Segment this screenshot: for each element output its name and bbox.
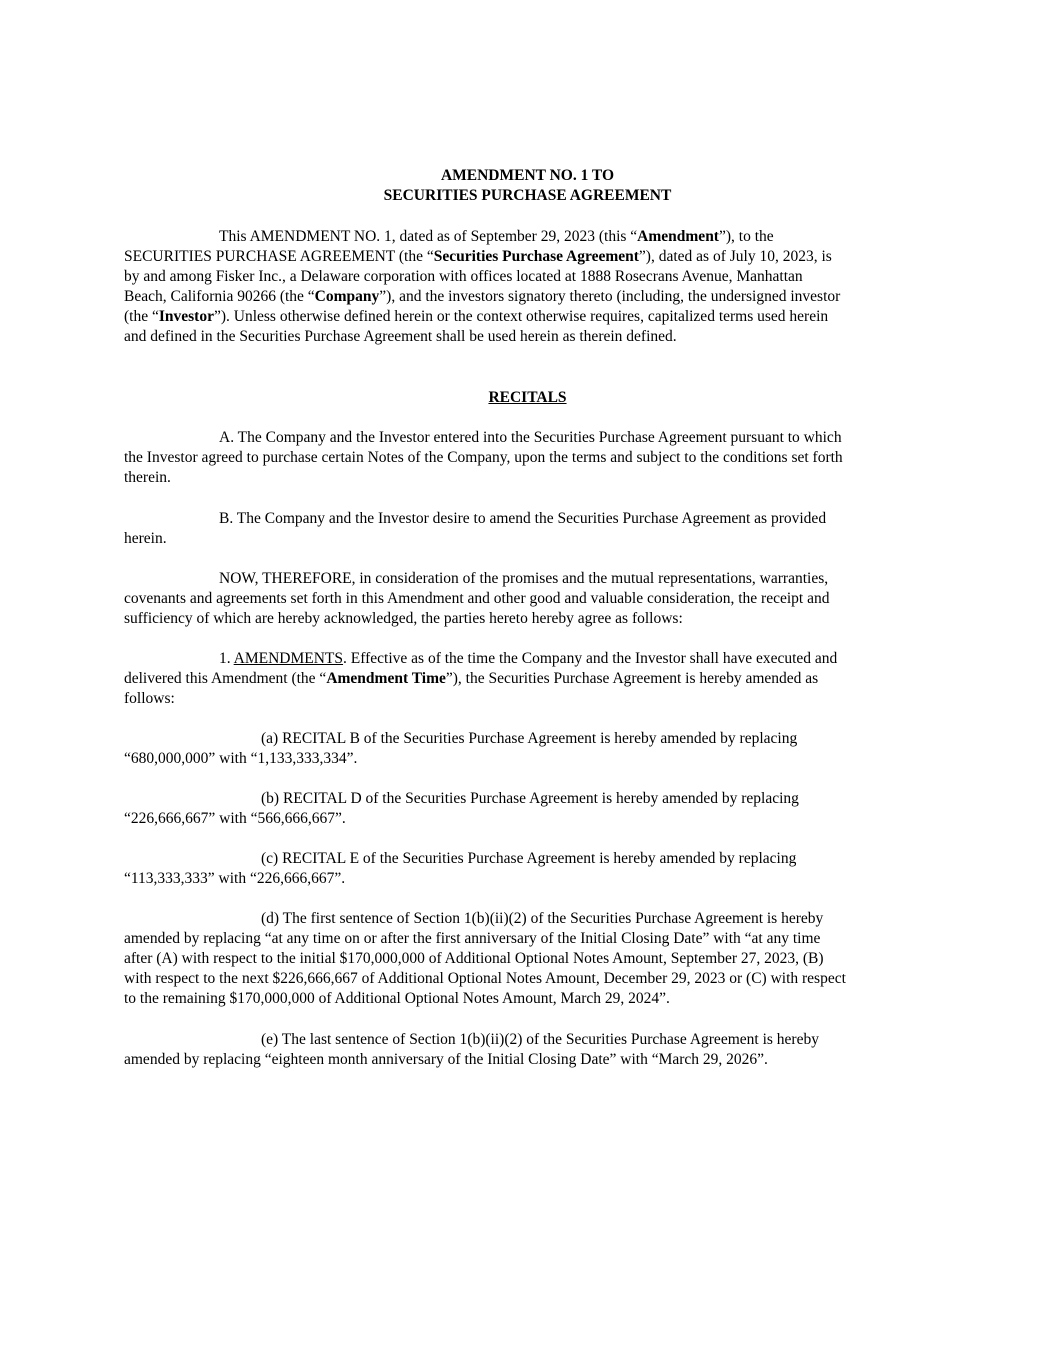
intro-line xyxy=(219,227,774,247)
item-b-line: “226,666,667” with “566,666,667”. xyxy=(124,810,346,827)
intro-line xyxy=(124,287,840,307)
text-run: SECURITIES PURCHASE AGREEMENT (the “ xyxy=(124,248,434,265)
defined-term: Amendment xyxy=(637,228,719,245)
document-title-line2: SECURITIES PURCHASE AGREEMENT xyxy=(383,187,672,204)
now-therefore-line: NOW, THEREFORE, in consideration of the promises and the mutual representations, warranties, xyxy=(219,570,829,587)
section-1-line: follows: xyxy=(124,690,175,707)
recital-b-line: herein. xyxy=(124,530,167,547)
defined-term: Company xyxy=(314,288,380,305)
now-therefore-line: covenants and agreements set forth in this Amendment and other good and valuable consideration, the receipt and xyxy=(124,590,830,607)
text-run: (the “ xyxy=(124,308,159,325)
defined-term: Amendment Time xyxy=(326,670,446,687)
recital-a-line: A. The Company and the Investor entered into the Securities Purchase Agreement pursuant to which xyxy=(219,429,842,446)
text-run: ”), the Securities Purchase Agreement is hereby amended as xyxy=(445,670,819,687)
intro-line xyxy=(124,307,828,327)
recital-b-line: B. The Company and the Investor desire to amend the Securities Purchase Agreement as provided xyxy=(219,510,827,527)
item-e-line: (e) The last sentence of Section 1(b)(ii)(2) of the Securities Purchase Agreement is hereby xyxy=(261,1031,819,1048)
text-run: delivered this Amendment (the “ xyxy=(124,670,327,687)
text-run: ”), to the xyxy=(718,228,774,245)
defined-term: Investor xyxy=(158,308,214,325)
item-d-line: after (A) with respect to the initial $170,000,000 of Additional Optional Notes Amount, September 27, 2023, (B) xyxy=(124,950,824,967)
item-c-line: (c) RECITAL E of the Securities Purchase Agreement is hereby amended by replacing xyxy=(261,850,797,867)
section-heading: AMENDMENTS xyxy=(233,650,344,667)
item-d-line: to the remaining $170,000,000 of Additional Optional Notes Amount, March 29, 2024”. xyxy=(124,990,670,1007)
item-c-line: “113,333,333” with “226,666,667”. xyxy=(124,870,346,887)
item-b-line: (b) RECITAL D of the Securities Purchase Agreement is hereby amended by replacing xyxy=(261,790,799,807)
intro-line: by and among Fisker Inc., a Delaware corporation with offices located at 1888 Rosecrans Avenue, Manhattan xyxy=(124,268,803,285)
intro-line: and defined in the Securities Purchase Agreement shall be used herein as therein defined. xyxy=(124,328,677,345)
section-1-line xyxy=(219,649,837,669)
section-1-line xyxy=(124,669,818,689)
text-run: ”). Unless otherwise defined herein or the context otherwise requires, capitalized terms used herein xyxy=(213,308,829,325)
text-run: ”), dated as of July 10, 2023, is xyxy=(638,248,832,265)
document-title-line1: AMENDMENT NO. 1 TO xyxy=(440,167,615,184)
item-a-line: “680,000,000” with “1,133,333,334”. xyxy=(124,750,358,767)
item-e-line: amended by replacing “eighteen month anniversary of the Initial Closing Date” with “March 29, 2026”. xyxy=(124,1051,768,1068)
now-therefore-line: sufficiency of which are hereby acknowledged, the parties hereto hereby agree as follows: xyxy=(124,610,683,627)
text-run: . Effective as of the time the Company and the Investor shall have executed and xyxy=(343,650,838,667)
item-a-line: (a) RECITAL B of the Securities Purchase Agreement is hereby amended by replacing xyxy=(261,730,798,747)
recital-a-line: therein. xyxy=(124,469,171,486)
text-run: This AMENDMENT NO. 1, dated as of September 29, 2023 (this “ xyxy=(219,228,638,245)
item-d-line: with respect to the next $226,666,667 of Additional Optional Notes Amount, December 29, 2023 or (C) with respect xyxy=(124,970,846,987)
item-d-line: amended by replacing “at any time on or after the first anniversary of the Initial Closing Date” with “at any time xyxy=(124,930,821,947)
recital-a-line: the Investor agreed to purchase certain Notes of the Company, upon the terms and subject to the conditions set forth xyxy=(124,449,843,466)
text-run: ”), and the investors signatory thereto (including, the undersigned investor xyxy=(379,288,841,305)
defined-term: Securities Purchase Agreement xyxy=(433,248,639,265)
intro-line xyxy=(124,247,832,267)
item-d-line: (d) The first sentence of Section 1(b)(ii)(2) of the Securities Purchase Agreement is hereby xyxy=(261,910,824,927)
recitals-heading: RECITALS xyxy=(488,389,567,406)
text-run: Beach, California 90266 (the “ xyxy=(124,288,315,305)
section-number: 1. xyxy=(219,650,234,667)
